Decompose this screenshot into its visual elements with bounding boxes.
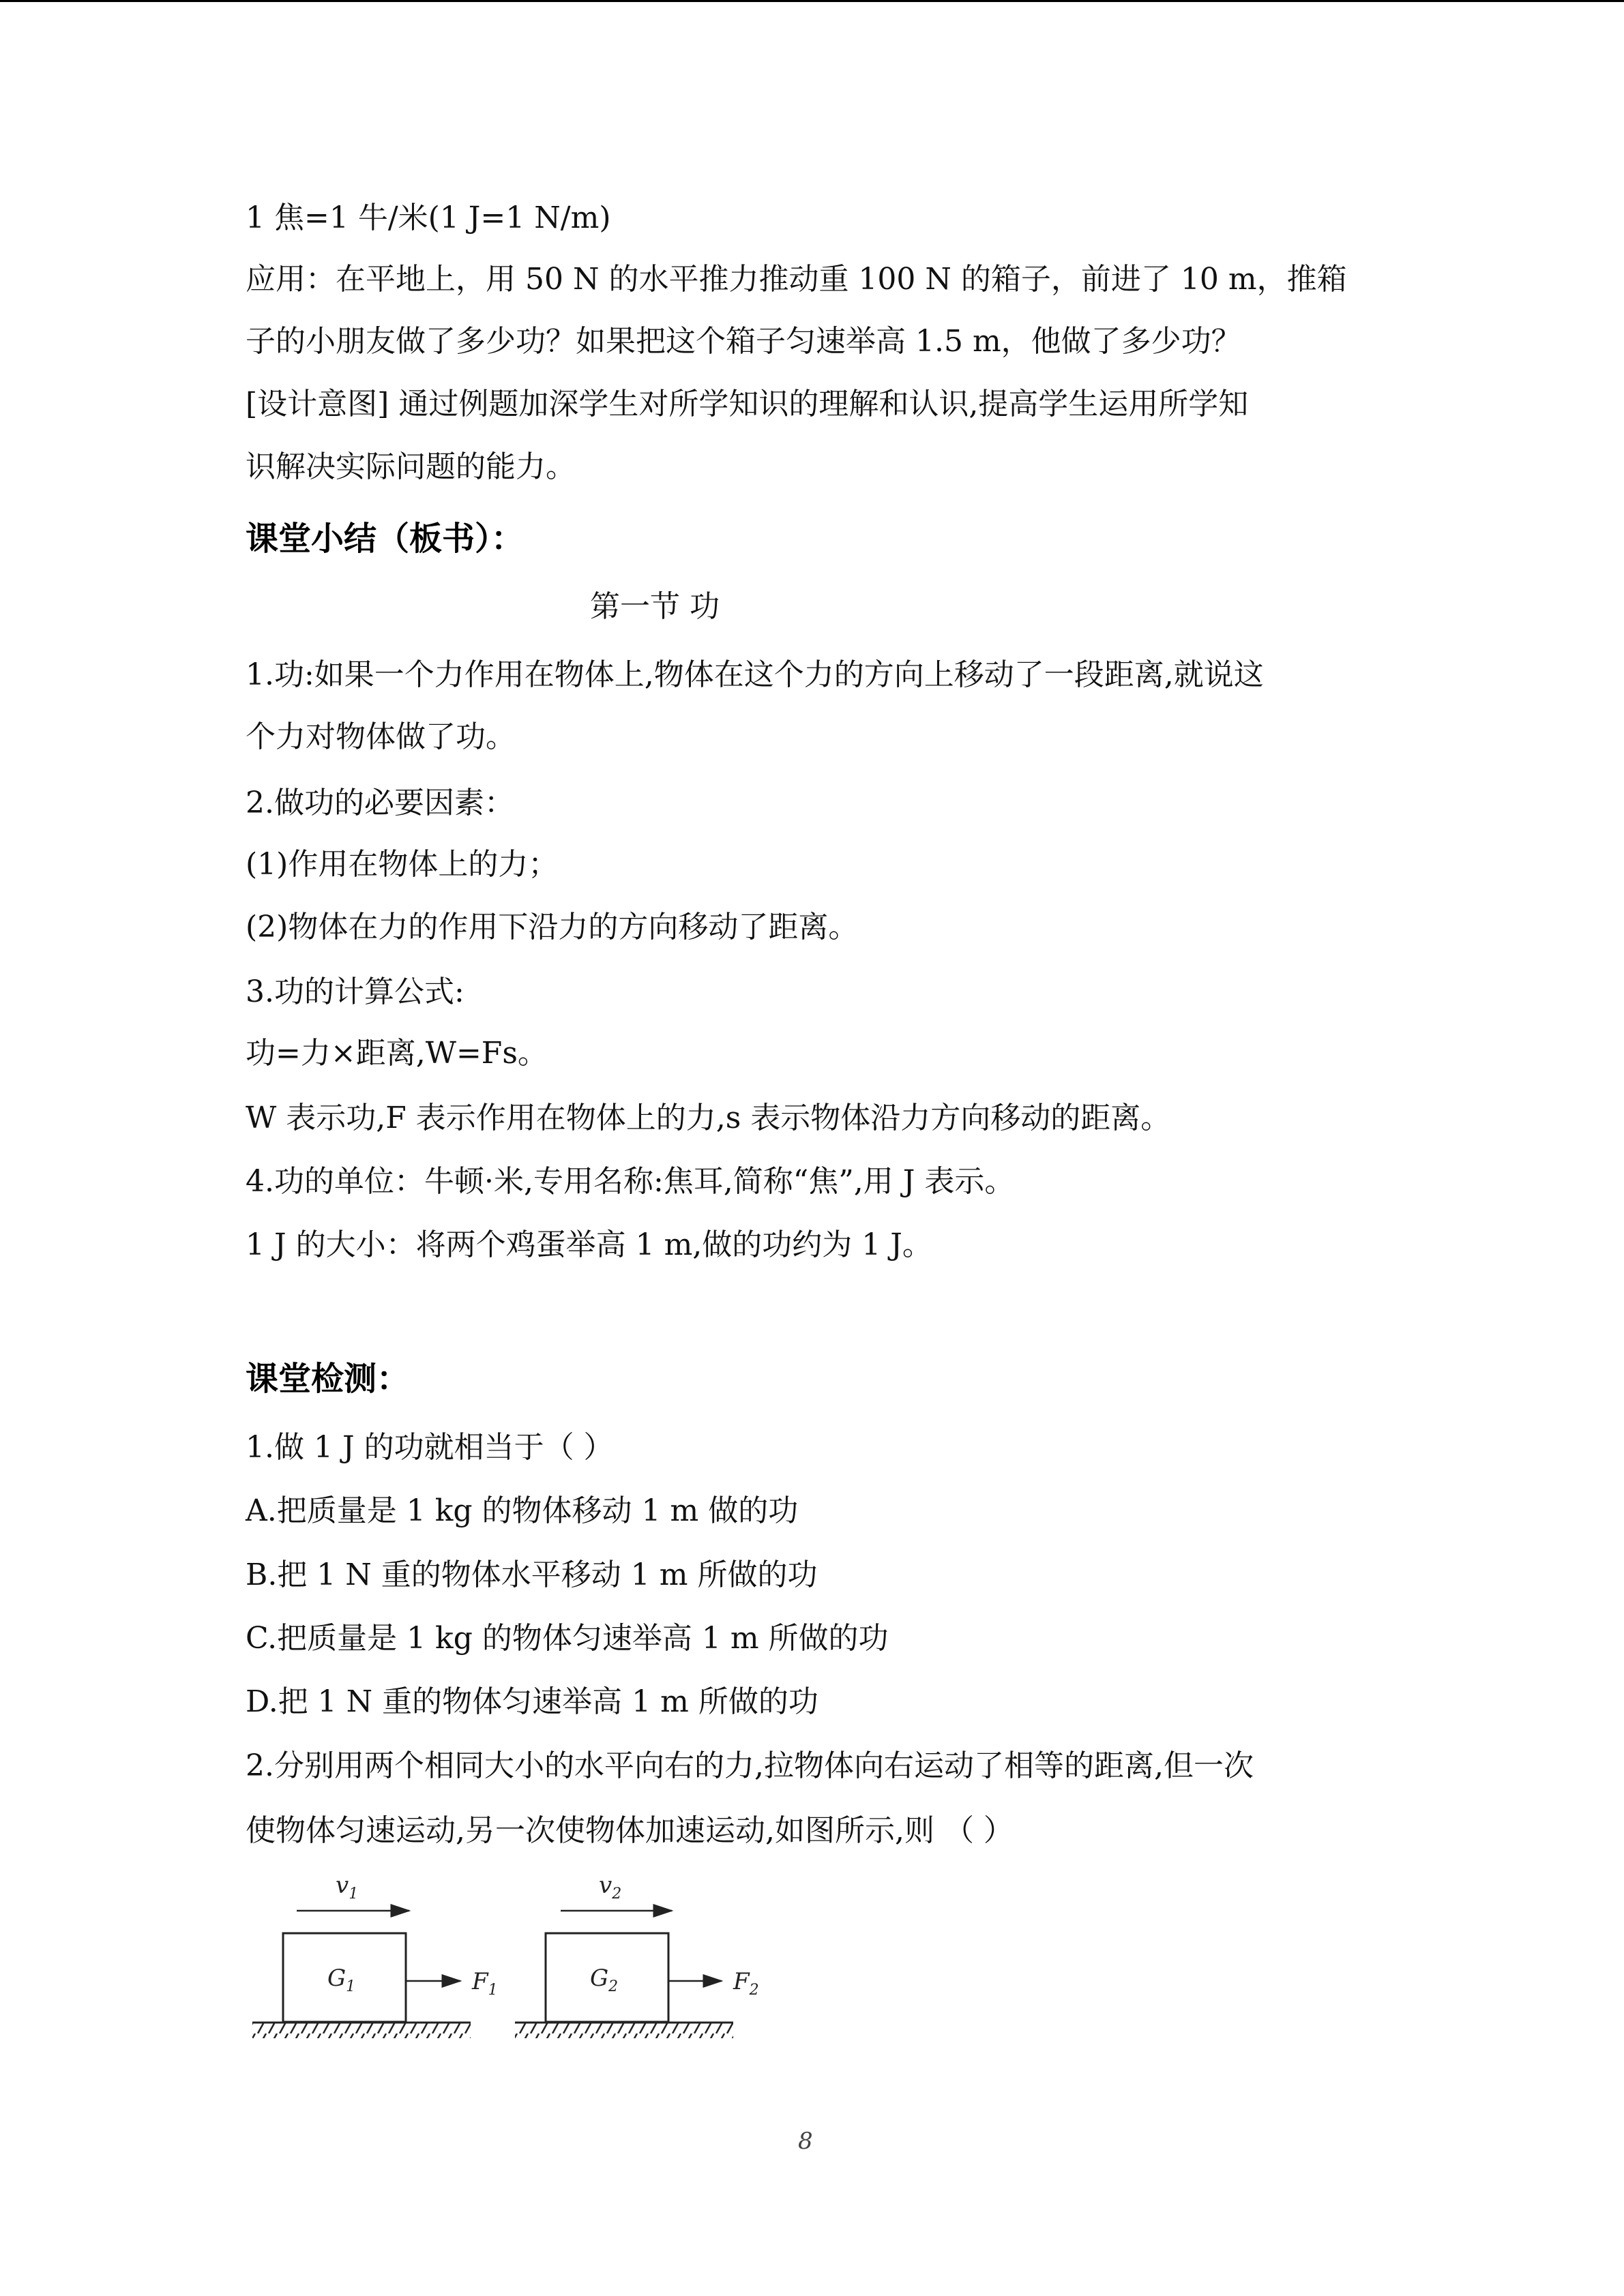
weight-label-1: $G_1$: [327, 1965, 356, 1995]
application-line-2: 子的小朋友做了多少功？如果把这个箱子匀速举高 1.5 m，他做了多少功？: [246, 324, 1241, 359]
test-line: A.把质量是 1 kg 的物体移动 1 m 做的功: [246, 1493, 799, 1528]
summary-line: W 表示功,F 表示作用在物体上的力,s 表示物体沿力方向移动的距离。: [246, 1101, 1171, 1135]
test-line: B.把 1 N 重的物体水平移动 1 m 所做的功: [246, 1557, 818, 1592]
summary-line: (1)作用在物体上的力；: [246, 847, 559, 882]
summary-line: 功=力×距离,W=Fs。: [246, 1036, 548, 1071]
ground-hatch-2: [515, 2023, 733, 2038]
force-diagram: [246, 1868, 791, 2053]
test-line: 2.分别用两个相同大小的水平向右的力,拉物体向右运动了相等的距离,但一次: [246, 1748, 1254, 1783]
summary-line: 1.功:如果一个力作用在物体上,物体在这个力的方向上移动了一段距离,就说这: [246, 657, 1264, 692]
summary-line: 2.做功的必要因素：: [246, 786, 514, 820]
ground-hatch-1: [252, 2023, 471, 2038]
summary-line: 4.功的单位：牛顿·米,专用名称:焦耳,简称“焦”,用 J 表示。: [246, 1164, 1015, 1199]
summary-line: (2)物体在力的作用下沿力的方向移动了距离。: [246, 910, 859, 944]
right-block-system: [515, 1872, 759, 2038]
summary-line: 3.功的计算公式:: [246, 974, 464, 1009]
velocity-label-1: $v_1$: [336, 1872, 359, 1903]
application-line-1: 应用：在平地上，用 50 N 的水平推力推动重 100 N 的箱子，前进了 10 m，推箱: [246, 262, 1347, 297]
test-heading: 课堂检测：: [246, 1360, 410, 1398]
page-top-border: [0, 0, 1624, 2]
test-line: D.把 1 N 重的物体匀速举高 1 m 所做的功: [246, 1684, 818, 1719]
design-intent-line-2: 识解决实际问题的能力。: [246, 449, 576, 484]
force-label-1: $F_1$: [472, 1968, 498, 1999]
page-number: 8: [798, 2128, 813, 2155]
velocity-label-2: $v_2$: [599, 1872, 622, 1903]
summary-title: 第一节 功: [590, 589, 720, 624]
test-line: 1.做 1 J 的功就相当于（ ）: [246, 1430, 614, 1465]
test-line: C.把质量是 1 kg 的物体匀速举高 1 m 所做的功: [246, 1621, 889, 1656]
summary-heading: 课堂小结（板书）：: [246, 520, 525, 558]
test-line: 使物体匀速运动,另一次使物体加速运动,如图所示,则 （ ）: [246, 1813, 1014, 1848]
left-block-system: [252, 1872, 498, 2038]
summary-line: 个力对物体做了功。: [246, 719, 516, 754]
unit-definition-line: 1 焦=1 牛/米(1 J=1 N/m): [246, 200, 611, 235]
weight-label-2: $G_2$: [590, 1965, 619, 1995]
force-label-2: $F_2$: [733, 1968, 759, 1999]
summary-line: 1 J 的大小：将两个鸡蛋举高 1 m,做的功约为 1 J。: [246, 1227, 932, 1262]
design-intent-line-1: [设计意图] 通过例题加深学生对所学知识的理解和认识,提高学生运用所学知: [246, 387, 1249, 421]
